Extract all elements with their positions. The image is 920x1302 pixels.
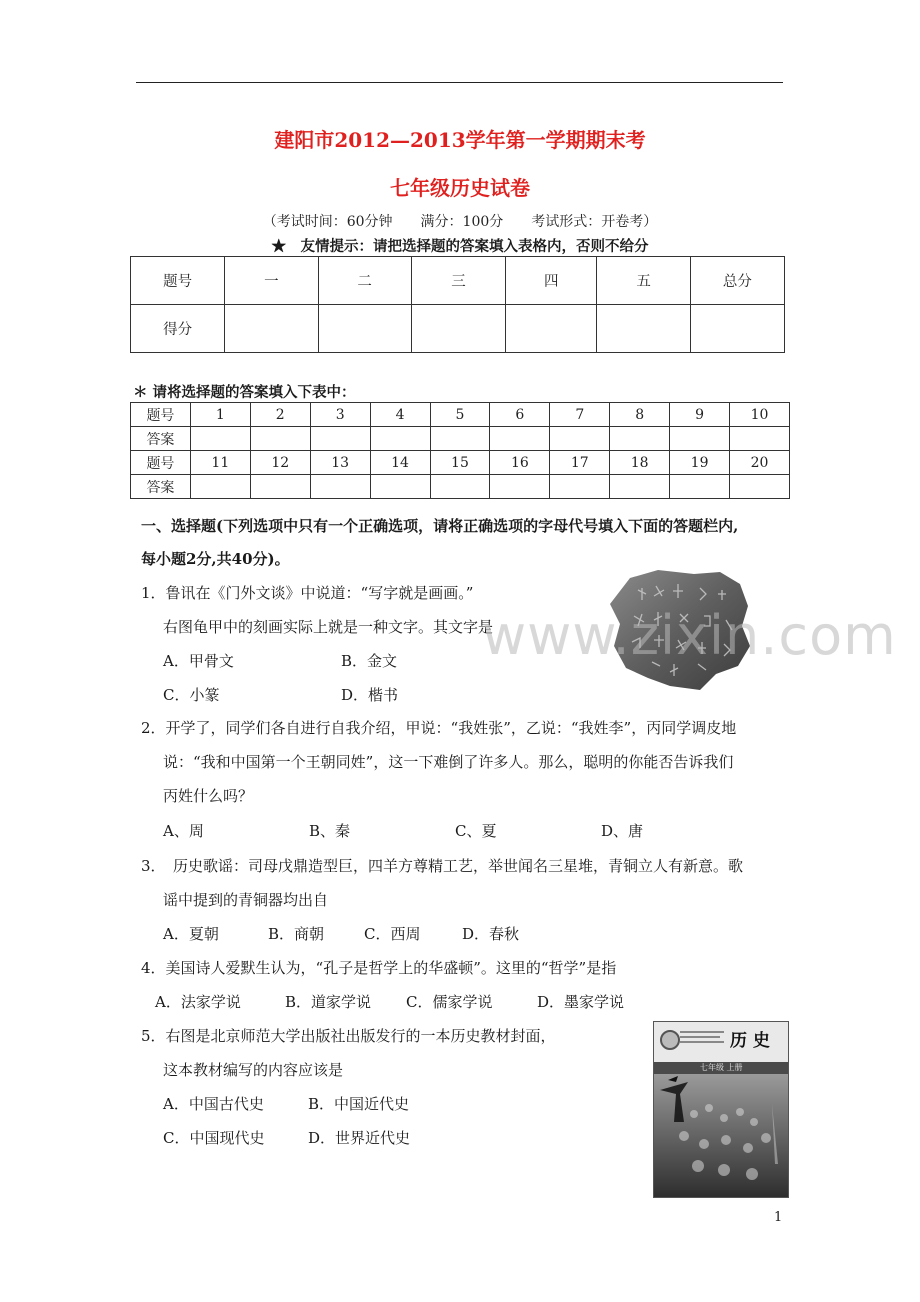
exam-title: 建阳市2012—2013学年第一学期期末考 <box>274 128 646 152</box>
question-3-text: 谣中提到的青铜器均出自 <box>163 891 329 909</box>
score-table <box>130 256 785 353</box>
option-b: B、秦 <box>309 822 351 840</box>
answer-row-label: 题号 <box>131 451 191 475</box>
answer-row-label: 答案 <box>131 475 191 499</box>
option-a: A、周 <box>163 822 204 840</box>
question-number: 20 <box>730 451 790 475</box>
friendly-tip: ★ 友情提示：请把选择题的答案填入表格内，否则不给分 <box>271 238 649 255</box>
answer-cell[interactable] <box>610 427 670 451</box>
question-1-text: 1．鲁讯在《门外文谈》中说道：“写字就是画画。” <box>141 584 474 602</box>
answer-table <box>130 402 790 499</box>
answer-cell[interactable] <box>430 427 490 451</box>
answer-cell[interactable] <box>310 475 370 499</box>
question-2-text: 说：“我和中国第一个王朝同姓”，这一下难倒了许多人。那么，聪明的你能否告诉我们 <box>163 753 734 771</box>
section-heading: 一、选择题(下列选项中只有一个正确选项，请将正确选项的字母代号填入下面的答题栏内, <box>141 517 739 535</box>
score-cell[interactable] <box>318 305 411 353</box>
answer-cell[interactable] <box>490 475 550 499</box>
textbook-cover-image <box>653 1021 789 1198</box>
question-5-text: 5．右图是北京师范大学出版社出版发行的一本历史教材封面， <box>141 1027 556 1045</box>
score-header: 三 <box>411 257 505 305</box>
question-number: 1 <box>190 403 250 427</box>
score-row-label: 得分 <box>131 305 225 353</box>
question-number: 15 <box>430 451 490 475</box>
exam-subtitle: 七年级历史试卷 <box>390 176 530 200</box>
answer-cell[interactable] <box>370 475 430 499</box>
terracotta-army-photo <box>654 1074 788 1197</box>
option-c: C．中国现代史 <box>163 1129 265 1147</box>
option-b: B．道家学说 <box>285 993 372 1011</box>
answer-cell[interactable] <box>670 475 730 499</box>
option-a: A．中国古代史 <box>163 1095 264 1113</box>
score-header: 二 <box>318 257 411 305</box>
option-a: A．甲骨文 <box>163 652 234 670</box>
score-header: 题号 <box>131 257 225 305</box>
question-number: 8 <box>610 403 670 427</box>
option-d: D．世界近代史 <box>308 1129 411 1147</box>
answer-cell[interactable] <box>250 475 310 499</box>
question-3-text: 3． 历史歌谣：司母戊鼎造型巨，四羊方尊精工艺，举世闻名三星堆，青铜立人有新意。歌 <box>141 857 744 875</box>
cover-title: 历 史 <box>730 1031 770 1051</box>
option-c: C．小篆 <box>163 686 220 704</box>
question-number: 3 <box>310 403 370 427</box>
option-b: B．中国近代史 <box>308 1095 410 1113</box>
answer-cell[interactable] <box>490 427 550 451</box>
option-d: D、唐 <box>601 822 644 840</box>
answer-cell[interactable] <box>190 427 250 451</box>
answer-cell[interactable] <box>250 427 310 451</box>
question-number: 5 <box>430 403 490 427</box>
cover-header <box>654 1022 788 1062</box>
score-cell[interactable] <box>225 305 318 353</box>
answer-cell[interactable] <box>670 427 730 451</box>
option-b: B．金文 <box>341 652 398 670</box>
option-d: D．春秋 <box>462 925 520 943</box>
question-number: 11 <box>190 451 250 475</box>
question-number: 14 <box>370 451 430 475</box>
page-number: 1 <box>774 1210 783 1225</box>
question-number: 19 <box>670 451 730 475</box>
score-header: 总分 <box>690 257 784 305</box>
exam-info: （考试时间：60分钟 满分：100分 考试形式：开卷考） <box>262 214 658 230</box>
question-number: 16 <box>490 451 550 475</box>
question-number: 18 <box>610 451 670 475</box>
question-2-text: 2．开学了，同学们各自进行自我介绍，甲说：“我姓张”，乙说：“我姓李”，丙同学调皮地 <box>141 719 737 737</box>
watermark: www.zixin.com <box>482 604 897 667</box>
question-2-text: 丙姓什么吗？ <box>163 787 254 805</box>
answer-cell[interactable] <box>430 475 490 499</box>
top-rule <box>136 82 783 83</box>
question-1-text: 右图龟甲中的刻画实际上就是一种文字。其文字是 <box>163 618 494 636</box>
option-c: C．儒家学说 <box>406 993 493 1011</box>
score-header: 五 <box>597 257 690 305</box>
answer-cell[interactable] <box>550 427 610 451</box>
question-number: 2 <box>250 403 310 427</box>
option-a: A．法家学说 <box>155 993 241 1011</box>
answer-cell[interactable] <box>370 427 430 451</box>
answer-row-label: 答案 <box>131 427 191 451</box>
score-cell[interactable] <box>411 305 505 353</box>
cover-grade: 七年级 上册 <box>700 1063 743 1072</box>
publisher-logo-icon <box>660 1030 680 1050</box>
answer-cell[interactable] <box>190 475 250 499</box>
answer-row-label: 题号 <box>131 403 191 427</box>
question-number: 7 <box>550 403 610 427</box>
question-number: 4 <box>370 403 430 427</box>
section-heading: 每小题2分,共40分)。 <box>141 550 290 568</box>
question-number: 9 <box>670 403 730 427</box>
score-header: 四 <box>506 257 597 305</box>
answer-cell[interactable] <box>730 475 790 499</box>
question-number: 12 <box>250 451 310 475</box>
question-5-text: 这本教材编写的内容应该是 <box>163 1061 344 1079</box>
score-header: 一 <box>225 257 318 305</box>
answer-cell[interactable] <box>550 475 610 499</box>
option-b: B．商朝 <box>268 925 325 943</box>
option-c: C、夏 <box>455 822 497 840</box>
answer-instruction: ＊ 请将选择题的答案填入下表中： <box>133 384 356 401</box>
option-d: D．楷书 <box>341 686 399 704</box>
question-number: 10 <box>730 403 790 427</box>
answer-cell[interactable] <box>730 427 790 451</box>
question-number: 17 <box>550 451 610 475</box>
score-cell[interactable] <box>506 305 597 353</box>
question-number: 6 <box>490 403 550 427</box>
option-c: C．西周 <box>364 925 421 943</box>
score-cell[interactable] <box>597 305 690 353</box>
answer-cell[interactable] <box>310 427 370 451</box>
answer-cell[interactable] <box>610 475 670 499</box>
option-a: A．夏朝 <box>163 925 219 943</box>
score-cell[interactable] <box>690 305 784 353</box>
option-d: D．墨家学说 <box>537 993 625 1011</box>
question-number: 13 <box>310 451 370 475</box>
question-4-text: 4．美国诗人爱默生认为，“孔子是哲学上的华盛顿”。这里的“哲学”是指 <box>141 959 617 977</box>
